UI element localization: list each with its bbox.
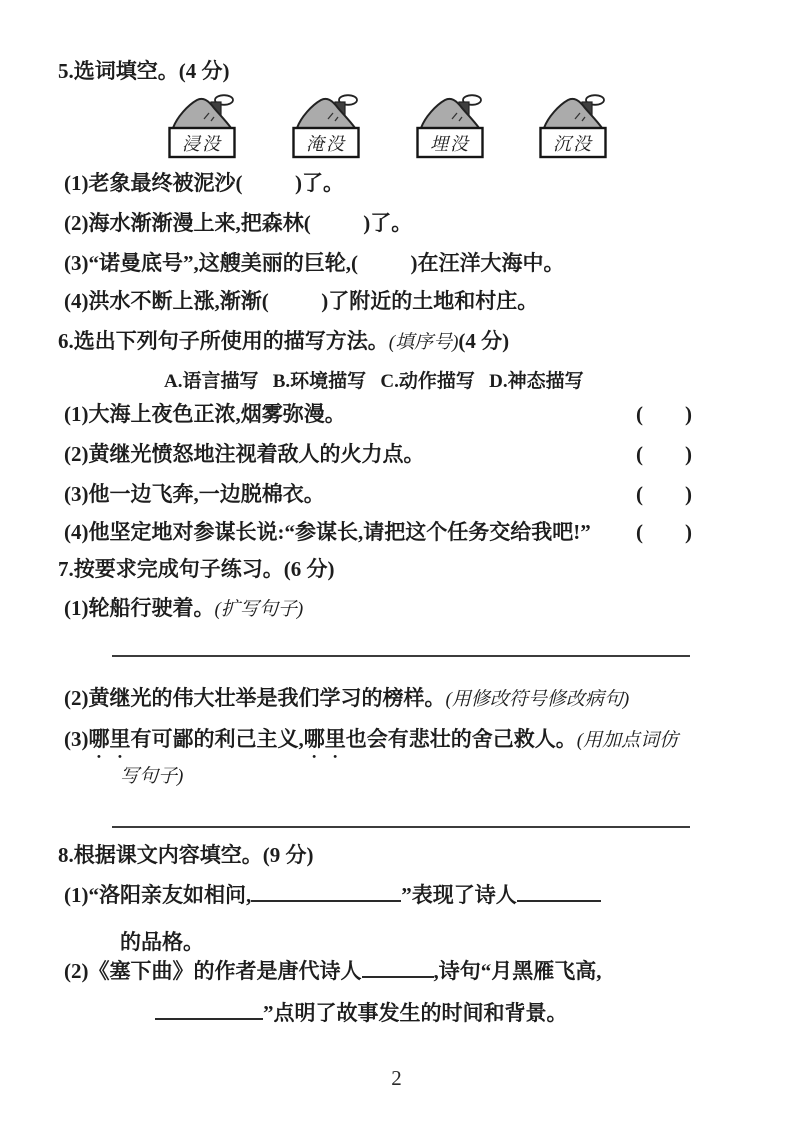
answer-line-2 [112,826,690,828]
q8-item-2 [64,957,602,984]
q8-item-1-part1: (1)“洛阳亲友如相问, [64,883,252,907]
q6-item-4-answer-blank: ( ) [636,520,692,544]
q7-item-3-mid: 有可鄙的利己主义, [130,727,304,751]
q7-item-2-note: (用修改符号修改病句) [445,689,630,710]
question-8-heading [58,843,314,868]
word-card-4 [539,93,607,159]
q8-item-1-fill-blank-1 [251,881,401,902]
q6-item-2 [64,442,692,467]
q6-item-3-text: (3)他一边飞奔,一边脱棉衣。 [64,482,325,506]
question-6-note: (填序号) [388,332,459,353]
question-6-title: 6.选出下列句子所使用的描写方法。 [58,329,389,353]
answer-line-1 [112,655,690,657]
q6-item-4 [64,520,692,545]
q6-item-1 [64,402,692,427]
q8-item-2-fill-blank-1 [362,957,434,978]
word-card-label: 浸没 [182,134,222,154]
q8-item-2-part1: (2)《塞下曲》的作者是唐代诗人 [64,959,362,983]
question-8-title: 8.根据课文内容填空。 [58,843,263,867]
question-7-score: (6 分) [283,557,335,581]
word-card-label: 埋没 [430,134,470,154]
q5-item-3: (3)“诺曼底号”,这艘美丽的巨轮,( )在汪洋大海中。 [64,251,565,275]
word-card-3 [416,93,484,159]
q7-item-3-note-line2: 写句子) [120,766,184,787]
q8-item-2-fill-blank-2 [155,999,263,1020]
word-card-1 [168,93,236,159]
q7-item-3-tail: 也会有悲壮的舍己救人。 [345,727,577,751]
q6-item-2-text: (2)黄继光愤怒地注视着敌人的火力点。 [64,442,425,466]
q7-item-3-dotted-word-1: 哪里 [88,727,131,751]
question-7-title: 7.按要求完成句子练习。 [58,557,284,581]
q7-item-3 [64,727,678,763]
question-5-heading [58,59,230,84]
q6-item-1-answer-blank: ( ) [636,402,692,426]
question-8-score: (9 分) [262,843,314,867]
q5-item-2: (2)海水渐渐漫上来,把森林( )了。 [64,211,413,235]
question-6-score: (4 分) [458,329,510,353]
q7-item-1-note: (扩写句子) [214,599,304,620]
q7-item-2 [64,686,629,712]
q6-option-list: A.语言描写 B.环境描写 C.动作描写 D.神态描写 [164,371,584,392]
question-6-heading [58,329,509,355]
q8-item-2-part2: ,诗句“月黑雁飞高, [433,959,602,983]
q8-item-2-line2 [155,999,568,1026]
q6-item-2-answer-blank: ( ) [636,442,692,466]
q7-item-3-note-line1: (用加点词仿 [576,730,679,751]
q8-item-2-line2-text: ”点明了故事发生的时间和背景。 [263,1001,568,1025]
q6-item-4-text: (4)他坚定地对参谋长说:“参谋长,请把这个任务交给我吧!” [64,520,591,544]
q8-item-1-fill-blank-2 [517,881,601,902]
q6-item-1-text: (1)大海上夜色正浓,烟雾弥漫。 [64,402,346,426]
q8-item-1-part2: ”表现了诗人 [401,883,517,907]
q6-item-3 [64,482,692,507]
q6-item-3-answer-blank: ( ) [636,482,692,506]
question-7-heading [58,557,335,582]
q7-item-1 [64,596,303,622]
question-5-score: (4 分) [178,59,230,83]
word-card-2 [292,93,360,159]
q7-item-2-text: (2)黄继光的伟大壮举是我们学习的榜样。 [64,686,446,710]
q8-item-1 [64,881,601,908]
q5-item-1: (1)老象最终被泥沙( )了。 [64,171,344,195]
word-card-label: 淹没 [306,134,346,154]
q7-item-1-text: (1)轮船行驶着。 [64,596,215,620]
question-5-title: 5.选词填空。 [58,59,179,83]
q7-item-3-dotted-word-2: 哪里 [303,727,346,751]
q5-item-4: (4)洪水不断上涨,渐渐( )了附近的土地和村庄。 [64,289,539,313]
q8-item-1-line2: 的品格。 [120,930,204,954]
page-number: 2 [391,1066,402,1090]
q7-item-3-prefix: (3) [64,727,89,751]
word-card-label: 沉没 [553,134,593,154]
